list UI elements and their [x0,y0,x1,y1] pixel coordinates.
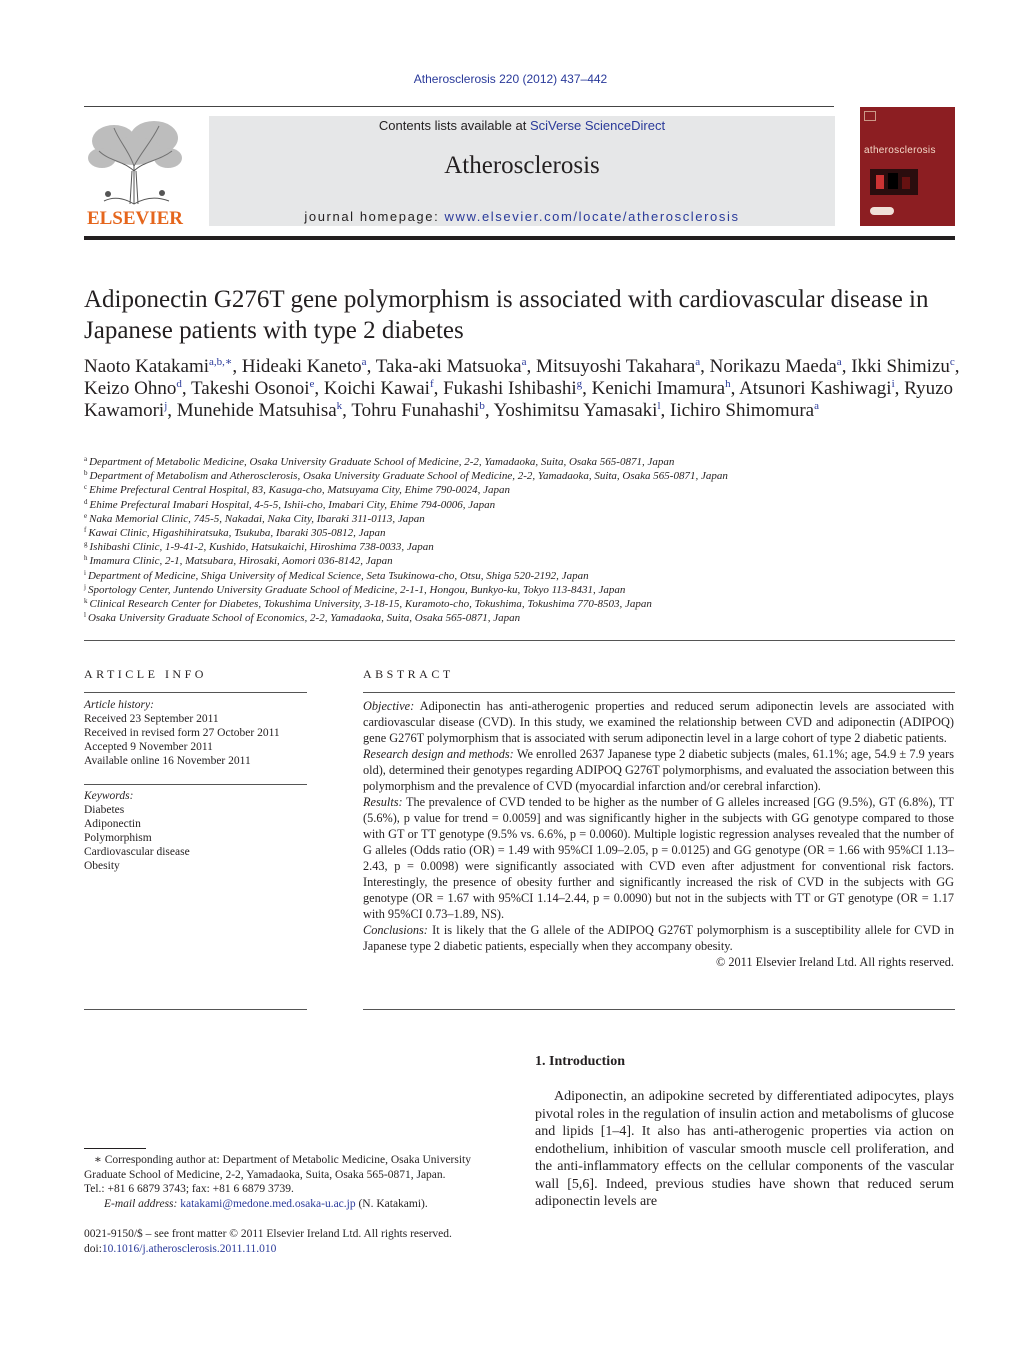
cover-image [870,169,918,195]
author-affiliation-marker[interactable]: j [164,400,168,412]
elsevier-logo[interactable] [84,116,186,230]
author-separator: , [841,356,852,377]
homepage-prefix: journal homepage: [304,209,445,224]
author-name: Munehide Matsuhisa [176,400,337,421]
affiliation-text: Ehime Prefectural Central Hospital, 83, Kasuga-cho, Matsuyama City, Ehime 790-0024, Japan [89,484,511,497]
author-affiliation-marker[interactable]: a [836,356,842,368]
keywords-label: Keywords: [84,790,134,802]
email-label: E-mail address: [104,1197,181,1210]
affiliation-text: Department of Medicine, Shiga University of Medical Science, Seta Tsukinowa-cho, Otsu, Shiga 520-2192, Japan [87,569,589,582]
author-separator: , [954,356,960,377]
author-separator: , [526,356,536,377]
history-item: Received in revised form 27 October 2011 [84,727,280,739]
affiliation-text: Ishibashi Clinic, 1-9-41-2, Kushido, Hatsukaichi, Hiroshima 738-0033, Japan [89,541,434,554]
objective-label: Objective: [363,699,415,713]
homepage-link[interactable]: www.elsevier.com/locate/atherosclerosis [444,209,740,224]
affiliation-text: Naka Memorial Clinic, 745-5, Nakadai, Naka City, Ibaraki 311-0113, Japan [89,512,425,525]
author-affiliation-marker[interactable]: k [336,400,343,412]
affiliation-text: Clinical Research Center for Diabetes, Tokushima University, 3-18-15, Kuramoto-cho, Tokushima, Tokushima 770-8503, Japan [89,598,652,611]
author-affiliation-marker[interactable]: i [891,378,895,390]
author-name: Kenichi Imamura [591,378,726,399]
email-link[interactable]: katakami@medone.med.osaka-u.ac.jp [180,1197,356,1210]
keywords-rule [84,784,307,785]
conclusions-label: Conclusions: [363,923,428,937]
author-separator: , [167,400,177,421]
methods-text: We enrolled 2637 Japanese type 2 diabetic subjects (males, 61.1%; age, 54.9 ± 7.9 years old), determined their genotypes regarding ADIPOQ G276T polymorphisms, and evaluated the association between this polymorphism and the prevalence of CVD (myocardial infarction and/or cerebral infarction). [363,747,954,793]
keywords [84,789,307,873]
results-label: Results: [363,795,403,809]
affiliation-item [84,583,964,597]
abstract-heading: ABSTRACT [363,667,454,681]
affiliation-key: d [84,497,88,506]
author-separator: , [232,356,242,377]
abstract-objective [363,698,954,746]
contents-line [209,118,835,133]
affiliation-item [84,455,964,469]
article-info-rule [84,692,307,693]
author-name: Naoto Katakami [84,356,210,377]
cover-title: atherosclerosis [864,145,936,156]
abstract-rule [363,692,955,693]
abstract-end-rule [363,1009,955,1010]
affiliation-text: Sportology Center, Juntendo University Graduate School of Medicine, 2-1-1, Hongou, Bunkyo-ku, Tokyo 113-8431, Japan [87,583,626,596]
author-name: Yoshimitsu Yamasaki [493,400,658,421]
header-thick-rule [84,236,955,240]
author-separator: , [700,356,710,377]
affiliation-key: a [84,455,88,463]
affiliation-key: l [84,611,86,620]
contact-numbers: Tel.: +81 6 6879 3743; fax: +81 6 6879 3739. [84,1183,294,1195]
author-name: Tohru Funahashi [351,400,480,421]
journal-name: Atherosclerosis [444,152,600,179]
author-name: Hideaki Kaneto [241,356,362,377]
author-separator: , [433,378,444,399]
affiliation-key: g [84,540,88,549]
affiliation-key: e [84,511,88,520]
email-suffix: (N. Katakami). [355,1197,428,1210]
issn-line: 0021-9150/$ – see front matter © 2011 Elsevier Ireland Ltd. All rights reserved. [84,1228,452,1240]
author-affiliation-marker[interactable]: h [725,378,731,390]
doi-line [84,1242,524,1257]
affiliation-text: Ehime Prefectural Imabari Hospital, 4-5-5, Ishii-cho, Imabari City, Ehime 794-0006, Japan [89,498,496,511]
introduction-heading: 1. Introduction [535,1054,625,1069]
affiliation-item [84,526,964,540]
author-separator: , [660,400,671,421]
author-list [84,356,964,422]
author-separator: , [181,378,192,399]
history-label: Article history: [84,699,154,711]
abstract-body [363,698,954,970]
affiliation-text: Kawai Clinic, Higashihiratsuka, Tsukuba, Ibaraki 305-0812, Japan [88,527,386,540]
introduction-text: Adiponectin, an adipokine secreted by differentiated adipocytes, plays pivotal roles in the regulation of insulin action and metabolisms of glucose and lipids [1–4]. It also has anti-atherogenic properties via action on endothelium, inhibition of vascular smooth muscle cell proliferation, and the anti-inflammatory effects on the cellular components of the vascular wall [5,6]. Indeed, previous studies have shown that reduced serum adiponectin levels are [535,1089,954,1209]
author-name: Takeshi Osonoi [191,378,310,399]
results-text: The prevalence of CVD tended to be higher as the number of G alleles increased [GG (9.5%), GT (6.8%), TT (5.6%), p value for trend = 0.0059] and was significantly higher in the subjects with GG genotype compared to those with GT or TT genotype (9.5% vs. 6.6%, p = 0.0060). Multiple logistic regression analyses revealed that the number of G alleles (Odds ratio (OR) = 1.49 with 95%CI 1.09–2.05, p = 0.0125) and GG genotype (OR = 1.66 with 95%CI 1.13–2.43, p = 0.0098) were significantly associated with CVD even after adjustment for conventional risk factors. Interestingly, the presence of obesity further and significantly increased the risk of CVD in the subjects with GG genotype (OR = 1.67 with 95%CI 1.14–2.44, p = 0.0090) but not in the subjects with TT or GT genotype (OR = 1.17 with 95%CI 0.73–1.89, NS). [363,795,954,921]
article-title: Adiponectin G276T gene polymorphism is associated with cardiovascular disease in Japanese patients with type 2 diabetes [84,286,929,344]
affiliation-item [84,469,964,483]
abstract-conclusions [363,922,954,954]
history-item: Accepted 9 November 2011 [84,741,213,753]
journal-cover[interactable] [860,107,955,226]
author-affiliation-marker[interactable]: f [429,378,434,390]
author-separator: , [582,378,592,399]
cover-emblem-icon [864,111,876,121]
affiliation-key: k [84,597,88,606]
author-affiliation-marker[interactable]: d [176,378,182,390]
footnote-rule [84,1148,146,1149]
affiliation-key: h [84,554,88,563]
author-name: Ryuzo Kawamori [84,378,954,421]
keyword-item: Cardiovascular disease [84,846,190,858]
author-separator: , [484,400,494,421]
header-rule [84,106,834,107]
article-info-heading: ARTICLE INFO [84,667,207,681]
author-name: Koichi Kawai [323,378,430,399]
keyword-item: Adiponectin [84,818,141,830]
affiliation-item [84,498,964,512]
corresponding-footnote [84,1153,514,1211]
objective-text: Adiponectin has anti-atherogenic properties and reduced serum adiponectin levels are associated with cardiovascular disease (CVD). In this study, we examined the relationship between CVD and adiponectin (ADIPOQ) gene G276T polymorphism that is associated with serum adiponectin level in a large cohort of type 2 diabetic patients. [363,699,954,745]
affiliation-key: c [84,483,88,492]
author-separator: , [366,356,376,377]
methods-label: Research design and methods: [363,747,514,761]
affiliation-key: f [84,526,87,535]
front-matter [84,1227,524,1256]
doi-label: doi: [84,1242,102,1255]
keyword-item: Diabetes [84,804,125,816]
history-item: Received 23 September 2011 [84,713,219,725]
author-affiliation-marker[interactable]: a [361,356,367,368]
affiliation-item [84,483,964,497]
corresponding-author: ∗ Corresponding author at: Department of Metabolic Medicine, Osaka University Graduate School of Medicine, 2-2, Yamadaoka, Suita, Osaka 565-0871, Japan. [84,1154,471,1181]
email-line [84,1197,514,1212]
author-affiliation-marker[interactable]: b [479,400,485,412]
journal-banner [209,116,835,226]
author-affiliation-marker[interactable]: a [695,356,701,368]
history-item: Available online 16 November 2011 [84,755,251,767]
author-name: Taka-aki Matsuoka [375,356,522,377]
contents-prefix: Contents lists available at [378,118,530,133]
affiliation-item [84,540,964,554]
author-affiliation-marker[interactable]: e [309,378,315,390]
author-separator: , [894,378,905,399]
author-affiliation-marker[interactable]: g [576,378,583,390]
author-name: Mitsuyoshi Takahara [536,356,696,377]
author-affiliation-marker[interactable]: l [657,400,661,412]
author-affiliation-marker[interactable]: a [521,356,527,368]
article-history [84,698,307,768]
author-name: Ikki Shimizu [851,356,950,377]
keyword-item: Obesity [84,860,120,872]
affiliation-list [84,455,964,625]
author-name: Norikazu Maeda [709,356,837,377]
affiliation-item [84,569,964,583]
tree-icon [84,116,186,208]
affiliation-key: j [84,582,86,591]
article-info-end-rule [84,1009,307,1010]
abstract-copyright: © 2011 Elsevier Ireland Ltd. All rights reserved. [715,955,954,969]
author-name: Iichiro Shimomura [670,400,815,421]
abstract-methods [363,746,954,794]
affiliation-item [84,512,964,526]
author-name: Fukashi Ishibashi [443,378,577,399]
doi-link[interactable]: 10.1016/j.atherosclerosis.2011.11.010 [101,1242,277,1255]
author-name: Atsunori Kashiwagi [739,378,892,399]
author-affiliation-marker[interactable]: a [814,400,819,412]
author-separator: , [314,378,324,399]
cover-publisher-icon [870,207,894,215]
affiliation-text: Department of Metabolic Medicine, Osaka University Graduate School of Medicine, 2-2, Yamadaoka, Suita, Osaka 565-0871, Japan [89,456,675,468]
affiliation-item [84,597,964,611]
affiliation-item [84,611,964,625]
author-affiliation-marker[interactable]: c [949,356,955,368]
journal-reference[interactable]: Atherosclerosis 220 (2012) 437–442 [413,72,608,86]
affiliation-key: b [84,469,88,478]
keyword-item: Polymorphism [84,832,152,844]
affiliation-text: Osaka University Graduate School of Economics, 2-2, Yamadaoka, Suita, Osaka 565-0871, Japan [87,612,521,625]
affiliation-text: Imamura Clinic, 2-1, Matsubara, Hirosaki, Aomori 036-8142, Japan [89,555,393,568]
author-separator: , [730,378,740,399]
conclusions-text: It is likely that the G allele of the ADIPOQ G276T polymorphism is a susceptibility allele for CVD in Japanese type 2 diabetic patients, especially when they accompany obesity. [363,923,954,953]
author-name: Keizo Ohno [84,378,177,399]
affiliation-rule [84,640,955,641]
sciencedirect-link[interactable]: SciVerse ScienceDirect [529,118,666,133]
affiliation-key: i [84,568,86,577]
elsevier-wordmark: ELSEVIER [86,208,184,229]
journal-homepage [209,209,835,224]
abstract-results [363,794,954,922]
affiliation-text: Department of Metabolism and Atherosclerosis, Osaka University Graduate School of Medicine, 2-2, Yamadaoka, Suita, Osaka 565-0871, Japan [89,470,728,483]
author-affiliation-marker[interactable]: a,b,∗ [209,356,233,368]
author-separator: , [342,400,352,421]
affiliation-item [84,554,964,568]
